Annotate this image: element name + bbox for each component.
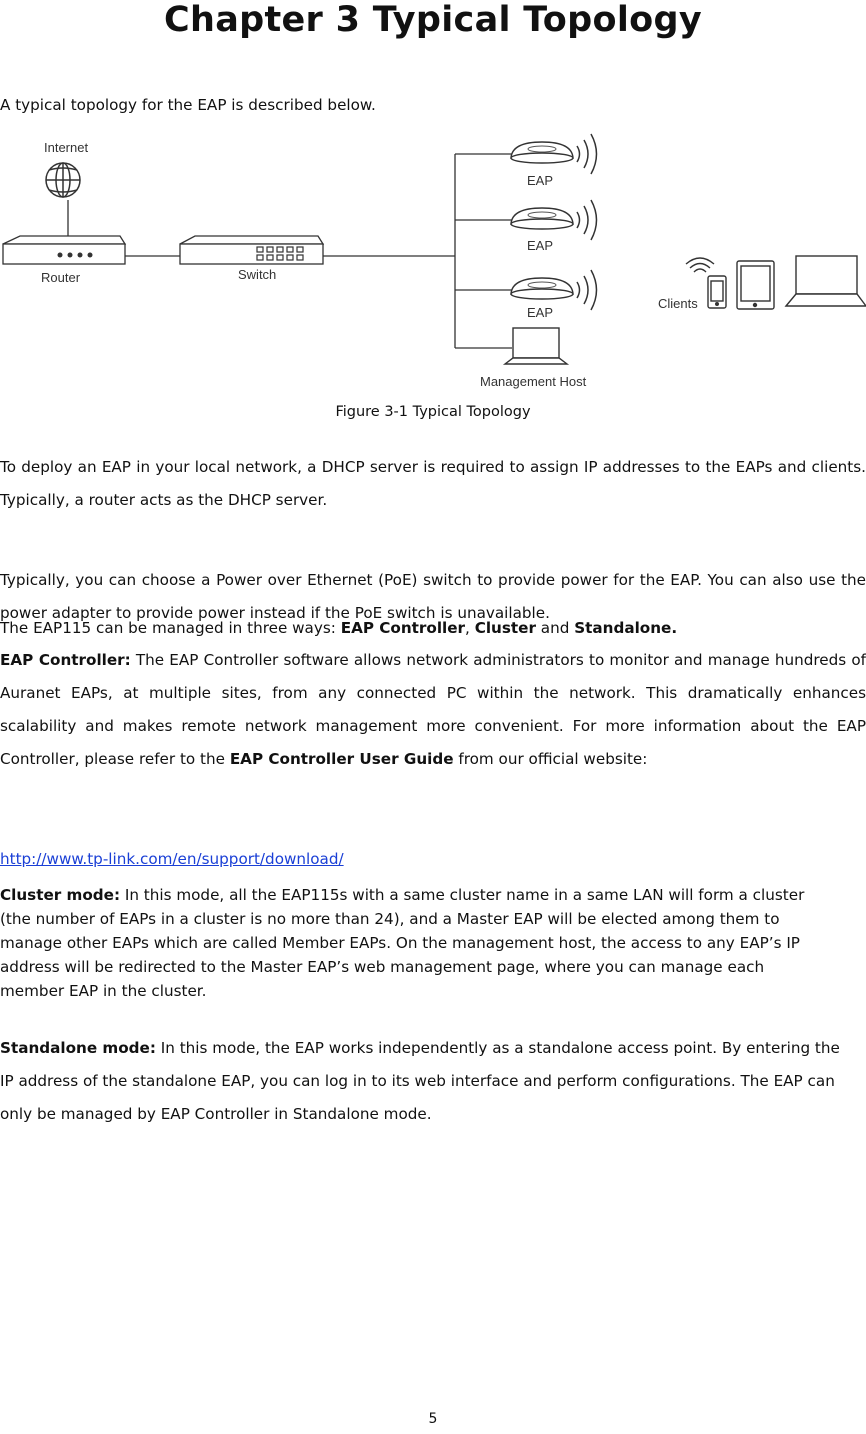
globe-icon bbox=[46, 163, 80, 197]
standalone-mode-text: In this mode, the EAP works independently as a standalone access point. By entering the IP address of the standalone EAP, you can log in to its web interface and perform configurations. The EAP can only be managed by EAP Controller in Standalone mode. bbox=[0, 1039, 840, 1123]
cluster-mode-heading: Cluster mode: bbox=[0, 886, 121, 904]
router-label: Router bbox=[41, 270, 81, 285]
router-icon bbox=[3, 236, 125, 264]
bold-eap-controller: EAP Controller bbox=[340, 619, 466, 637]
paragraph-management-ways bbox=[0, 612, 866, 645]
eap-controller-text: The EAP Controller software allows network administrators to monitor and manage hundreds of Auranet EAPs, at multiple sites, from any connected PC within the network. This dramatically enhances scalability and makes remote network management more convenient. For more information about the EAP Controller, please refer to the bbox=[0, 651, 866, 768]
clients-label: Clients bbox=[658, 296, 698, 311]
wifi-signal-icon bbox=[577, 270, 597, 310]
wifi-signal-icon bbox=[577, 200, 597, 240]
user-guide-bold: EAP Controller User Guide bbox=[229, 750, 454, 768]
access-point-icon bbox=[511, 142, 573, 163]
eap-label: EAP bbox=[527, 238, 554, 253]
topology-svg bbox=[0, 128, 866, 398]
download-link[interactable]: http://www.tp-link.com/en/support/download/ bbox=[0, 850, 344, 868]
switch-label: Switch bbox=[238, 267, 277, 282]
paragraph-cluster-mode bbox=[0, 883, 830, 1003]
and-text: and bbox=[535, 619, 575, 637]
access-point-icon bbox=[511, 278, 573, 299]
paragraph-link bbox=[0, 843, 866, 876]
eap-controller-heading: EAP Controller: bbox=[0, 651, 131, 669]
switch-icon bbox=[180, 236, 323, 264]
paragraph-poe: Typically, you can choose a Power over Ethernet (PoE) switch to provide power for the EAP. You can also use the power adapter to provide power instead if the PoE switch is unavailable. bbox=[0, 571, 866, 622]
separator-text: , bbox=[465, 619, 475, 637]
bold-standalone: Standalone. bbox=[574, 619, 678, 637]
management-ways-text: The EAP115 can be managed in three ways: bbox=[0, 619, 341, 637]
page-number: 5 bbox=[428, 1411, 438, 1427]
wifi-signal-icon bbox=[686, 258, 714, 272]
eap-label: EAP bbox=[527, 305, 554, 320]
wifi-signal-icon bbox=[577, 134, 597, 174]
paragraph-eap-controller bbox=[0, 644, 866, 776]
intro-text: A typical topology for the EAP is described below. bbox=[0, 96, 376, 114]
bold-cluster: Cluster bbox=[474, 619, 536, 637]
website-text: from our official website: bbox=[453, 750, 648, 768]
chapter-title: Chapter 3 Typical Topology bbox=[164, 0, 702, 40]
paragraph-dhcp: To deploy an EAP in your local network, a DHCP server is required to assign IP addresses to the EAPs and clients. Typically, a router acts as the DHCP server. bbox=[0, 458, 866, 509]
internet-label: Internet bbox=[44, 140, 89, 155]
topology-diagram bbox=[0, 128, 866, 398]
laptop-icon bbox=[505, 328, 567, 364]
standalone-mode-heading: Standalone mode: bbox=[0, 1039, 156, 1057]
paragraph-standalone-mode bbox=[0, 1032, 850, 1131]
access-point-icon bbox=[511, 208, 573, 229]
management-host-label: Management Host bbox=[480, 374, 587, 389]
eap-label: EAP bbox=[527, 173, 554, 188]
figure-caption: Figure 3-1 Typical Topology bbox=[335, 404, 531, 420]
laptop-icon bbox=[786, 256, 866, 306]
cluster-mode-text: In this mode, all the EAP115s with a same cluster name in a same LAN will form a cluster (the number of EAPs in a cluster is no more than 24), and a Master EAP will be elected among them to manage other EAPs which are called Member EAPs. On the management host, the access to any EAP’s IP address will be redirected to the Master EAP’s web management page, where you can manage each member EAP in the cluster. bbox=[0, 886, 805, 1000]
tablet-icon bbox=[737, 261, 774, 309]
phone-icon bbox=[708, 276, 726, 308]
